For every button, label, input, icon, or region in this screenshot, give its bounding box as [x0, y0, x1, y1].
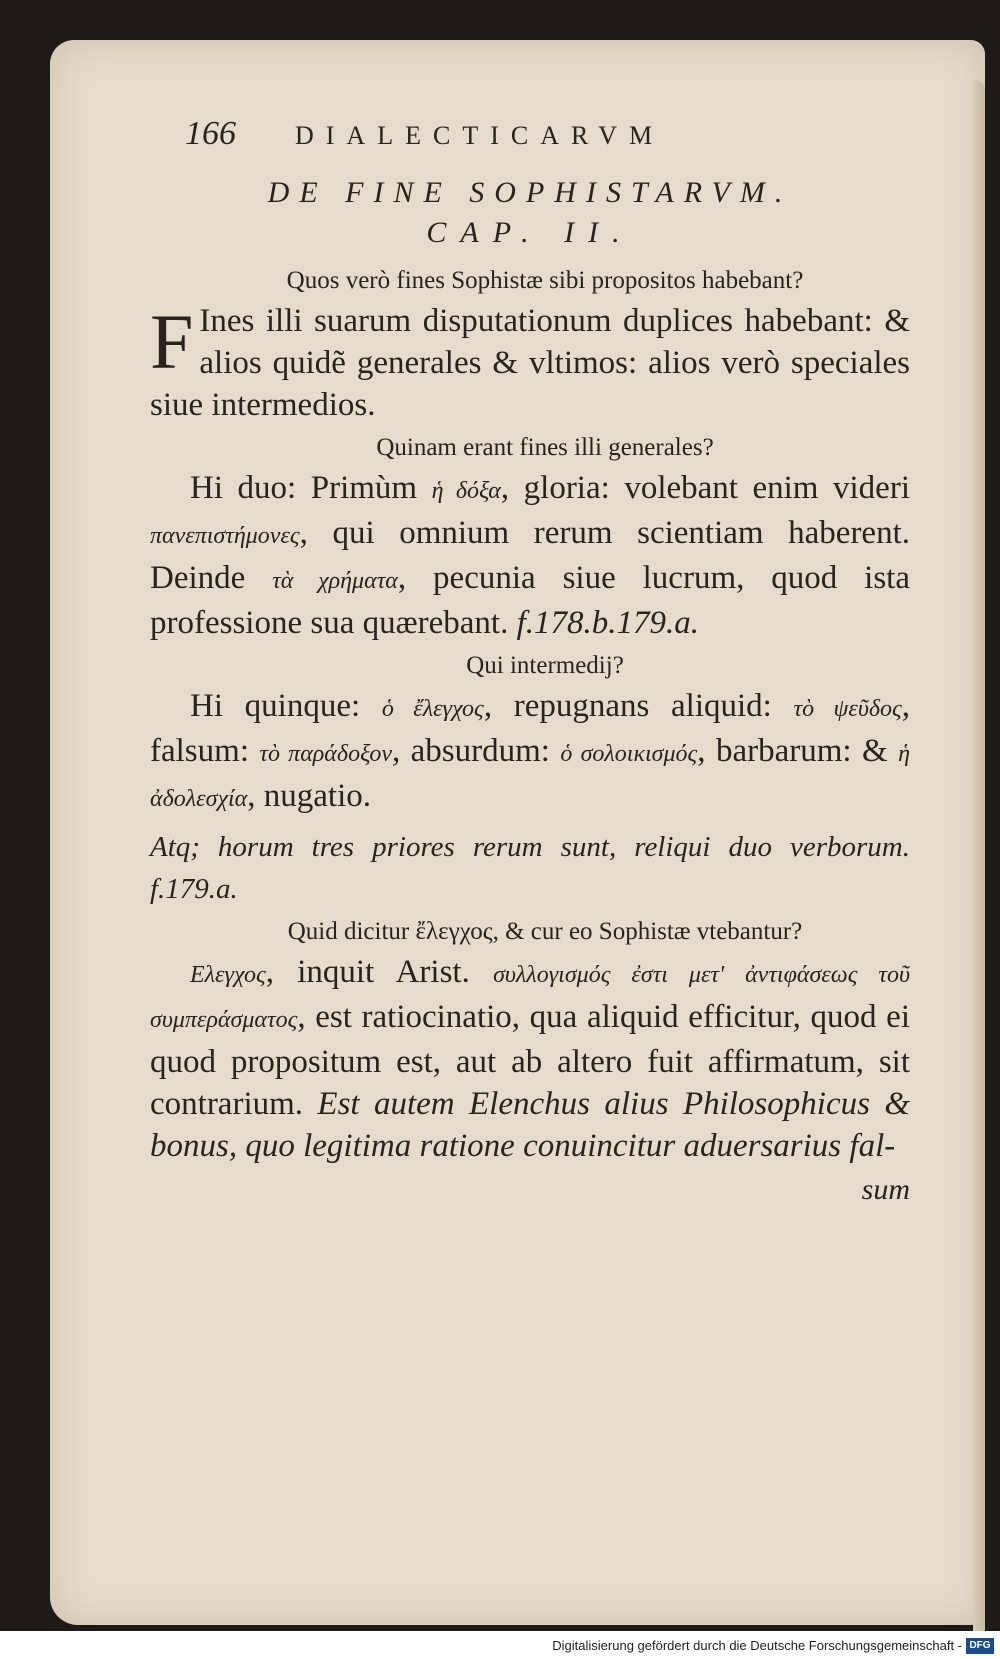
- running-title: DIALECTICARVM: [295, 121, 665, 150]
- question-2: Quinam erant fines illi generales?: [376, 434, 714, 461]
- greek-term: τὸ ψεῦδος: [793, 696, 902, 722]
- answer-3-text-f: , nugatio.: [247, 778, 371, 814]
- answer-2-text-b: , gloria: volebant enim videri: [500, 470, 910, 506]
- greek-term: ὁ ἔλεγχος: [381, 696, 484, 722]
- answer-2-text-d: , pecunia siue lucrum, quod ista professione sua quærebant.: [150, 560, 910, 641]
- page-number: 166: [185, 115, 236, 152]
- folio-reference: f.178.b.179.a.: [516, 605, 699, 641]
- answer-4-text-a: , inquit Arist.: [265, 954, 470, 990]
- italic-note: Atq; horum tres priores rerum sunt, reliqui duo verborum. f.179.a.: [150, 831, 910, 905]
- answer-3-text-e: , barbarum: &: [697, 733, 888, 769]
- answer-3: [150, 685, 910, 820]
- drop-cap: F: [150, 298, 194, 385]
- greek-term: ἡ ἀδολεσχία: [150, 741, 910, 812]
- dfg-logo-icon[interactable]: DFG: [966, 1638, 994, 1654]
- catchword: sum: [861, 1173, 910, 1206]
- page-text: [150, 115, 910, 1207]
- page-edge: [973, 80, 985, 1640]
- greek-term: τὸ παράδοξον: [259, 741, 392, 767]
- greek-term: τὰ χρήματα: [272, 568, 398, 594]
- answer-4-text-b: , est ratiocinatio, qua aliquid efficitur, quod ei quod propositum est, aut ab altero fuit affirmatum, sit contrarium.: [150, 999, 910, 1122]
- answer-2-text-a: Hi duo: Primùm: [190, 470, 418, 506]
- running-head: [150, 115, 910, 165]
- chapter-number: CAP. II.: [426, 216, 634, 249]
- answer-1: [150, 300, 910, 426]
- answer-2: [150, 467, 910, 644]
- answer-3-text-c: , falsum:: [150, 688, 911, 769]
- greek-term: συλλογισμός ἐστι μετ' ἀντιφάσεως τοῦ συμπεράσματος: [150, 962, 910, 1033]
- answer-4: [150, 951, 910, 1167]
- answer-1-text: Ines illi suarum disputationum duplices habebant: & alios quidẽ generales & vltimos: alios verò speciales siue intermedios.: [150, 303, 910, 423]
- greek-term: πανεπιστήμονες: [150, 523, 300, 549]
- question-3: Qui intermedij?: [466, 652, 624, 679]
- question-1: Quos verò fines Sophistæ sibi propositos habebant?: [286, 267, 804, 294]
- chapter-title: DE FINE SOPHISTARVM.: [267, 176, 793, 209]
- greek-term: ὁ σολοικισμός: [560, 741, 698, 767]
- question-4: Quid dicitur ἔλεγχος, & cur eo Sophistæ vtebantur?: [287, 918, 803, 945]
- greek-term: ἡ δόξα: [431, 478, 501, 504]
- answer-2-text-c: , qui omnium rerum scientiam haberent. Deinde: [150, 515, 910, 596]
- footer-credit: Digitalisierung gefördert durch die Deutsche Forschungsgemeinschaft -: [552, 1638, 962, 1653]
- answer-3-text-b: , repugnans aliquid:: [483, 688, 772, 724]
- greek-term: Ελεγχος: [190, 962, 266, 988]
- footer-bar: [0, 1631, 1000, 1659]
- answer-3-text-a: Hi quinque:: [190, 688, 361, 724]
- answer-4-italic: Est autem Elenchus alius Philosophicus & bonus, quo legitima ratione conuincitur aduersarius fal-: [150, 1086, 910, 1164]
- answer-3-text-d: , absurdum:: [391, 733, 550, 769]
